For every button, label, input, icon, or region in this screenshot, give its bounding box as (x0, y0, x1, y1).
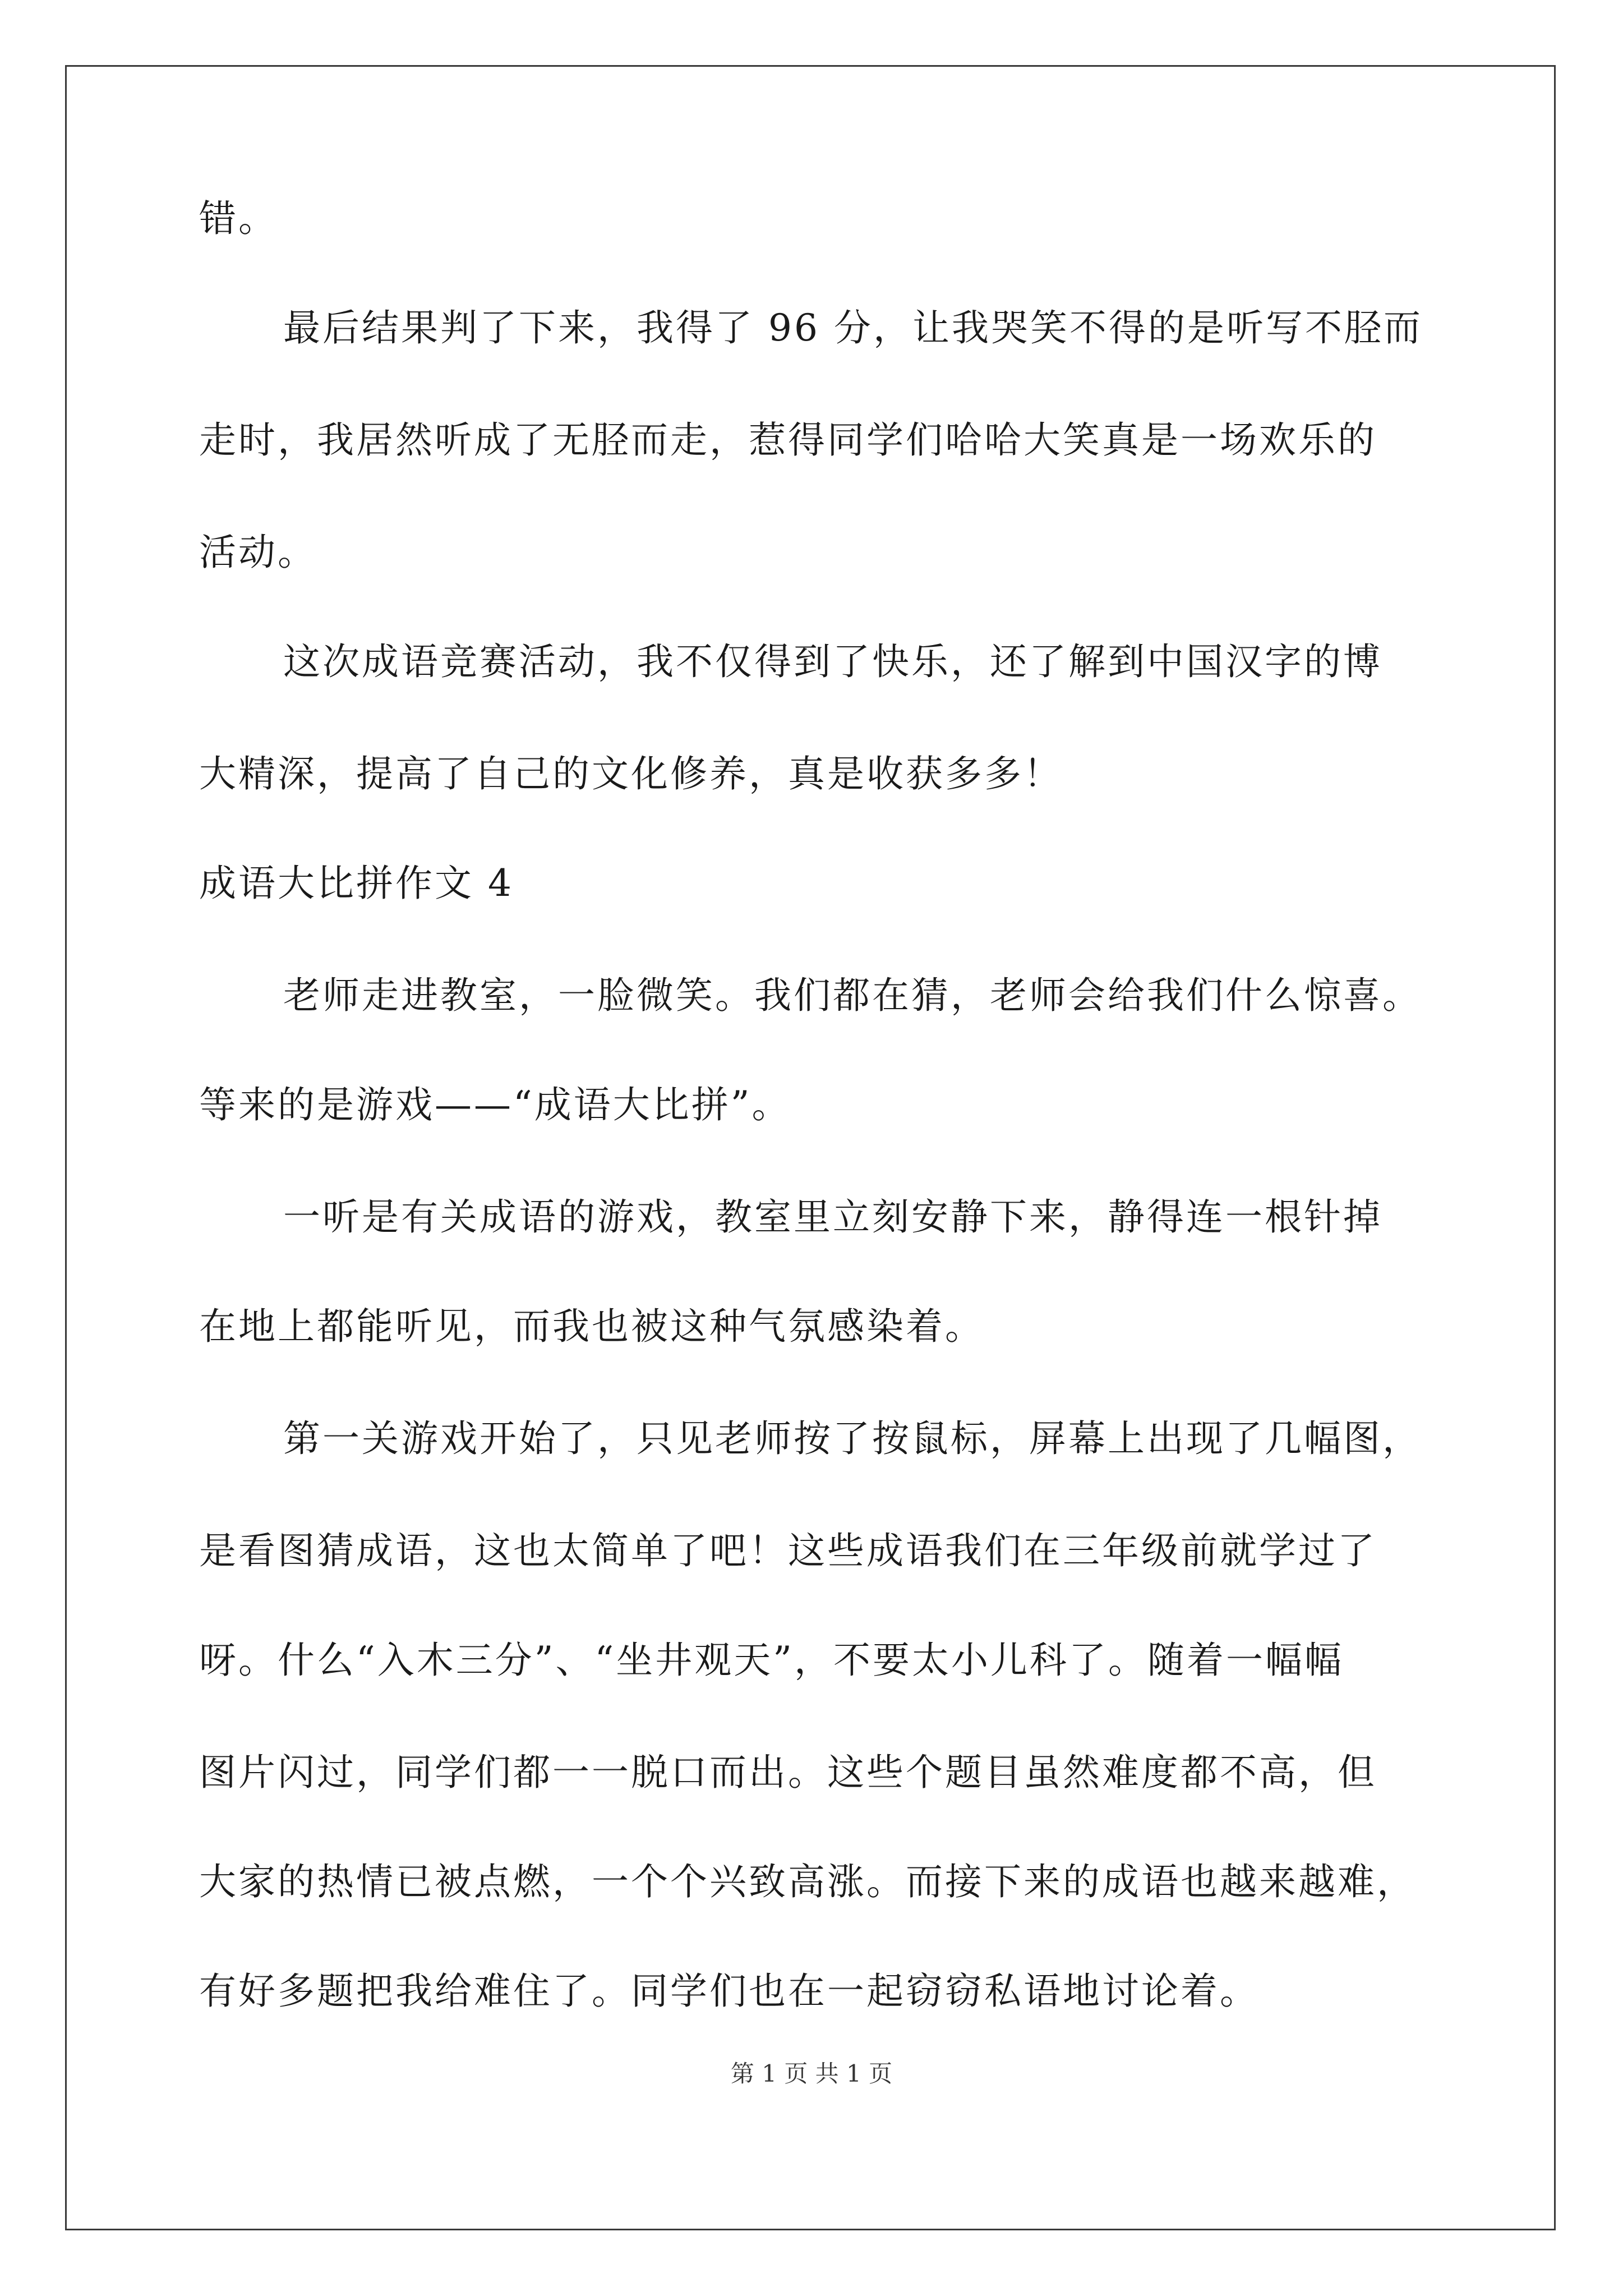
text-line: 在地上都能听见，而我也被这种气氛感染着。 (199, 1305, 984, 1348)
page-footer: 第 1 页 共 1 页 (730, 2060, 893, 2087)
text-line: 错。 (199, 197, 278, 240)
text-line: 活动。 (199, 531, 317, 574)
text-line: 呀。什么“入木三分”、“坐井观天”，不要太小儿科了。随着一幅幅 (199, 1639, 1344, 1682)
paragraph-line: 一听是有关成语的游戏，教室里立刻安静下来，静得连一根针掉 (283, 1195, 1382, 1239)
text-line: 等来的是游戏——“成语大比拼”。 (199, 1083, 791, 1126)
text-line: 有好多题把我给难住了。同学们也在一起窃窃私语地讨论着。 (199, 1970, 1259, 2013)
paragraph-line: 第一关游戏开始了，只见老师按了按鼠标，屏幕上出现了几幅图， (283, 1417, 1422, 1460)
text-line: 大家的热情已被点燃，一个个兴致高涨。而接下来的成语也越来越难， (199, 1860, 1416, 1903)
text-line: 图片闪过，同学们都一一脱口而出。这些个题目虽然难度都不高，但 (199, 1751, 1377, 1794)
text-line: 走时，我居然听成了无胫而走，惹得同学们哈哈大笑真是一场欢乐的 (199, 418, 1377, 462)
paragraph-line: 老师走进教室，一脸微笑。我们都在猜，老师会给我们什么惊喜。 (283, 974, 1422, 1017)
text-line: 是看图猜成语，这也太简单了吧！这些成语我们在三年级前就学过了 (199, 1529, 1377, 1572)
text-line: 大精深，提高了自己的文化修养，真是收获多多！ (199, 752, 1063, 795)
page-border (65, 65, 1556, 2230)
section-title: 成语大比拼作文 4 (199, 862, 514, 905)
paragraph-line: 最后结果判了下来，我得了 96 分，让我哭笑不得的是听写不胫而 (283, 306, 1423, 349)
paragraph-line: 这次成语竞赛活动，我不仅得到了快乐，还了解到中国汉字的博 (283, 640, 1382, 683)
